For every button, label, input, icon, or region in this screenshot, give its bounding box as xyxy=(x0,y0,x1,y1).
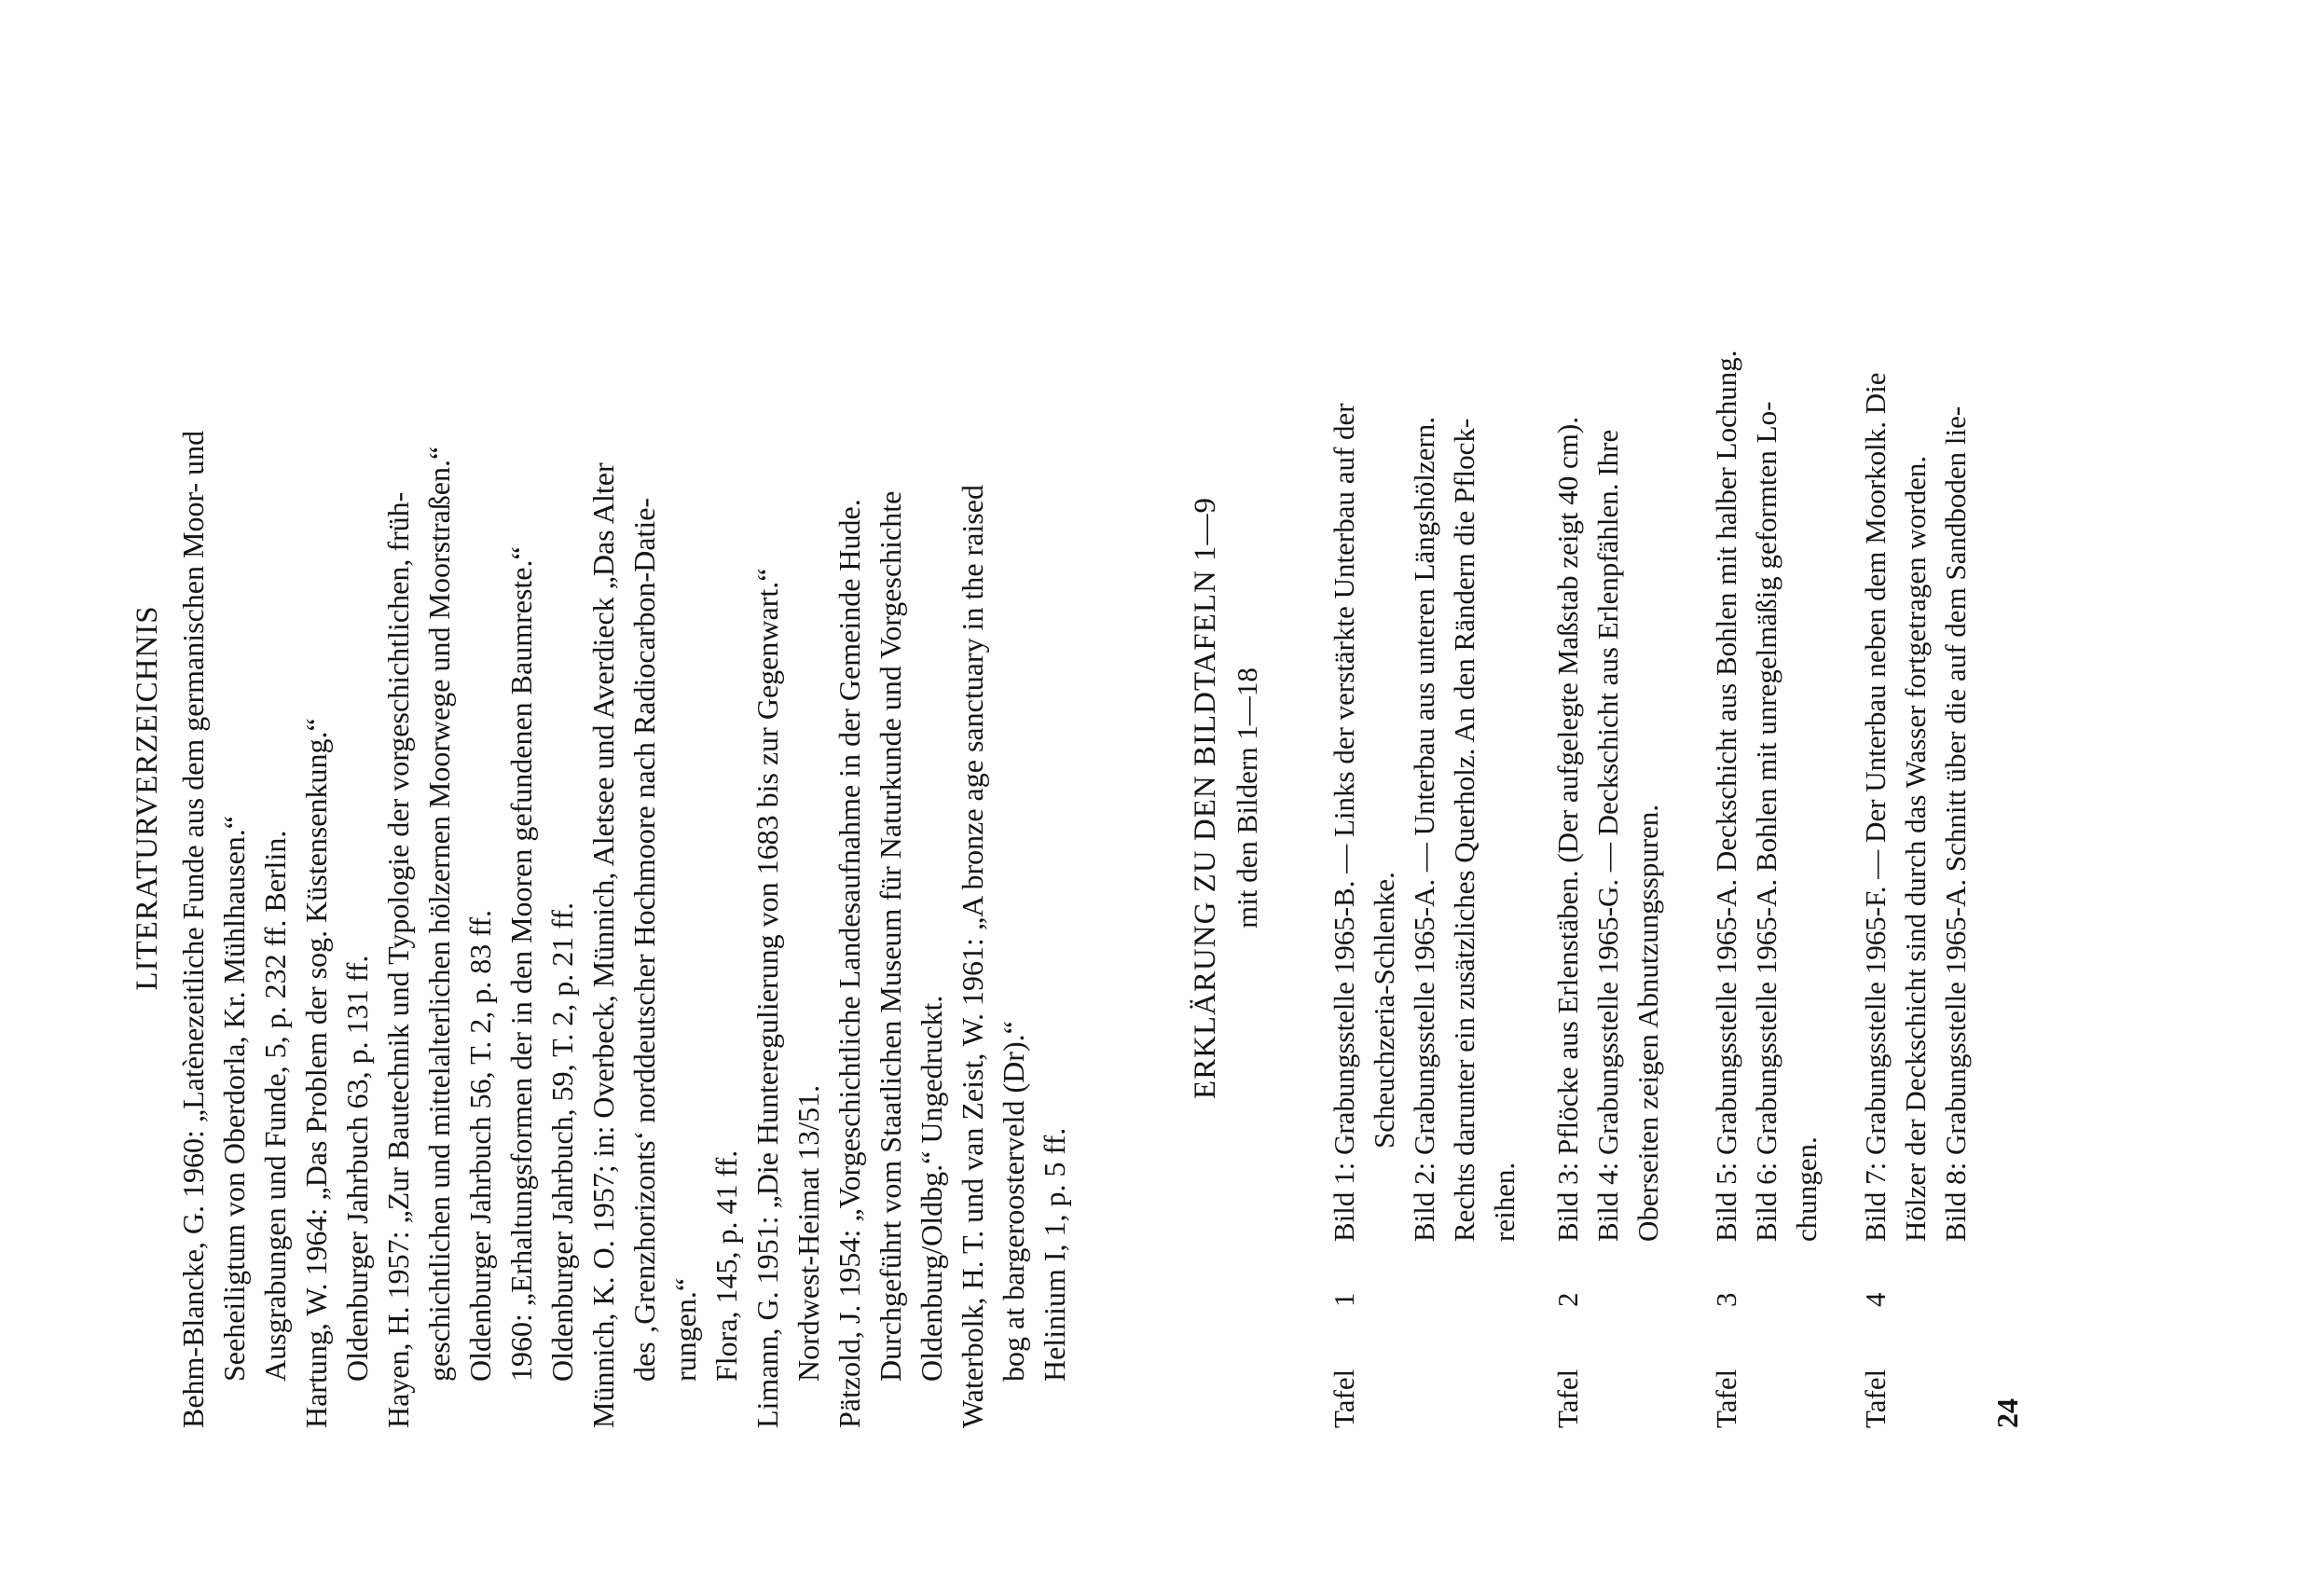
plate-line: Oberseiten zeigen Abnutzungsspuren. xyxy=(1631,804,1664,1242)
bib-line: rungen.“ xyxy=(668,1277,702,1382)
plate-1 xyxy=(1324,104,1529,1428)
plate-line: Bild 8: Grabungsstelle 1965-A. Schnitt über die auf dem Sandboden lie- xyxy=(1939,406,1972,1242)
page-number: 24 xyxy=(1990,1398,2024,1428)
bib-entry-muennich xyxy=(583,207,747,1428)
plate-number: 2 xyxy=(1551,1292,1584,1307)
bib-line: Oldenburger Jahrbuch 56, T. 2, p. 83 ff. xyxy=(463,910,497,1382)
bib-line: Oldenburg/Oldbg.“ Ungedruckt. xyxy=(915,995,948,1382)
plate-description xyxy=(1324,142,1524,1242)
bib-line: Helinium I, 1, p. 5 ff. xyxy=(1038,1127,1071,1382)
plate-line: Bild 3: Pflöcke aus Erlenstäben. (Der aufgelegte Maßstab zeigt 40 cm). xyxy=(1551,417,1584,1242)
bib-line: geschichtlichen und mittelalterlichen hölzernen Moorwege und Moorstraßen.“ xyxy=(422,446,456,1382)
plate-label: Tafel xyxy=(1551,1369,1584,1428)
plate-description xyxy=(1855,142,1975,1242)
bibliography-heading: LITERATURVERZEICHNIS xyxy=(131,605,164,991)
plate-description xyxy=(1548,142,1668,1242)
bib-line: Seeheiligtum von Oberdorla, Kr. Mühlhausen.“ xyxy=(217,816,251,1382)
bib-line: Ausgrabungen und Funde, 5, p. 232 ff. Berlin. xyxy=(258,830,292,1382)
plate-line: Bild 6: Grabungsstelle 1965-A. Bohlen mit unregelmäßig geformten Lo- xyxy=(1750,401,1782,1242)
bib-line: Nordwest-Heimat 13/51. xyxy=(791,1084,825,1382)
bib-line: 1960: „Erhaltungsformen der in den Mooren gefundenen Baumreste.“ xyxy=(504,546,538,1382)
plate-line: Scheuchzeria-Schlenke. xyxy=(1368,872,1400,1149)
plate-line: Bild 2: Grabungsstelle 1965-A. — Unterbau aus unteren Längshölzern. xyxy=(1408,416,1440,1242)
bib-line: Hartung, W. 1964: „Das Problem der sog. Küstensenkung.“ xyxy=(299,718,333,1428)
plate-line: Bild 1: Grabungsstelle 1965-B. — Links der verstärkte Unterbau auf der xyxy=(1328,403,1360,1242)
plate-line: Bild 7: Grabungsstelle 1965-F. — Der Unterbau neben dem Moorkolk. Die xyxy=(1859,372,1892,1242)
bib-line: Oldenburger Jahrbuch 63, p. 131 ff. xyxy=(340,955,374,1382)
plate-line: Hölzer der Deckschicht sind durch das Wasser fortgetragen worden. xyxy=(1899,455,1932,1242)
bib-entry-hayen xyxy=(378,207,583,1428)
bib-line: Limann, G. 1951: „Die Hunteregulierung von 1683 bis zur Gegenwart.“ xyxy=(750,568,784,1428)
plate-line: chungen. xyxy=(1790,1136,1823,1242)
bib-line: des ‚Grenzhorizonts‘ norddeutscher Hochmoore nach Radiocarbon-Datie- xyxy=(627,497,661,1382)
bib-line: Waterbolk, H. T. und van Zeist, W. 1961: „A bronze age sanctuary in the raised xyxy=(956,485,989,1428)
bib-line: Durchgeführt vom Staatlichen Museum für Naturkunde und Vorgeschichte xyxy=(874,490,907,1382)
bib-line: Hayen, H. 1957: „Zur Bautechnik und Typologie der vorgeschichtlichen, früh- xyxy=(381,491,415,1428)
bib-line: bog at bargeroosterveld (Dr).“ xyxy=(997,1021,1030,1382)
plate-number: 4 xyxy=(1859,1292,1892,1307)
plate-description xyxy=(1706,142,1826,1242)
bib-line: Oldenburger Jahrbuch, 59, T. 2, p. 21 ff. xyxy=(545,902,579,1382)
plate-label: Tafel xyxy=(1328,1369,1360,1428)
bib-entry-hartung xyxy=(296,207,378,1428)
plate-number: 1 xyxy=(1328,1292,1360,1307)
bib-line: Pätzold, J. 1954: „Vorgeschichtliche Landesaufnahme in der Gemeinde Hude. xyxy=(833,499,866,1428)
plate-line: Bild 4: Grabungsstelle 1965-G. — Deckschicht aus Erlenpfählen. Ihre xyxy=(1591,429,1624,1242)
plate-4 xyxy=(1855,104,1986,1428)
bib-entry-paetzold xyxy=(829,207,952,1428)
plate-line: reihen. xyxy=(1488,1162,1521,1242)
bib-entry-behm-blancke xyxy=(172,207,296,1428)
plate-2 xyxy=(1548,104,1678,1428)
plate-3 xyxy=(1706,104,1837,1428)
plates-subheading: mit den Bildern 1—18 xyxy=(1231,667,1263,929)
bib-entry-limann xyxy=(747,207,829,1428)
plates-heading: ERKLÄRUNG ZU DEN BILDTAFELN 1—9 xyxy=(1189,496,1222,1100)
bib-line: Behm-Blancke, G. 1960: „Latènezeitliche Funde aus dem germanischen Moor- und xyxy=(176,430,210,1428)
plate-line: Bild 5: Grabungsstelle 1965-A. Deckschicht aus Bohlen mit halber Lochung. xyxy=(1710,350,1742,1242)
plate-label: Tafel xyxy=(1710,1369,1742,1428)
bib-entry-waterbolk xyxy=(952,207,1075,1428)
plate-number: 3 xyxy=(1710,1292,1742,1307)
bib-line: Münnich, K. O. 1957; in: Overbeck, Münnich, Aletsee und Averdieck „Das Alter xyxy=(586,462,620,1428)
plate-line: Rechts darunter ein zusätzliches Querholz. An den Rändern die Pflock- xyxy=(1448,418,1480,1242)
plate-label: Tafel xyxy=(1859,1369,1892,1428)
bib-line: Flora, 145, p. 41 ff. xyxy=(709,1149,743,1382)
